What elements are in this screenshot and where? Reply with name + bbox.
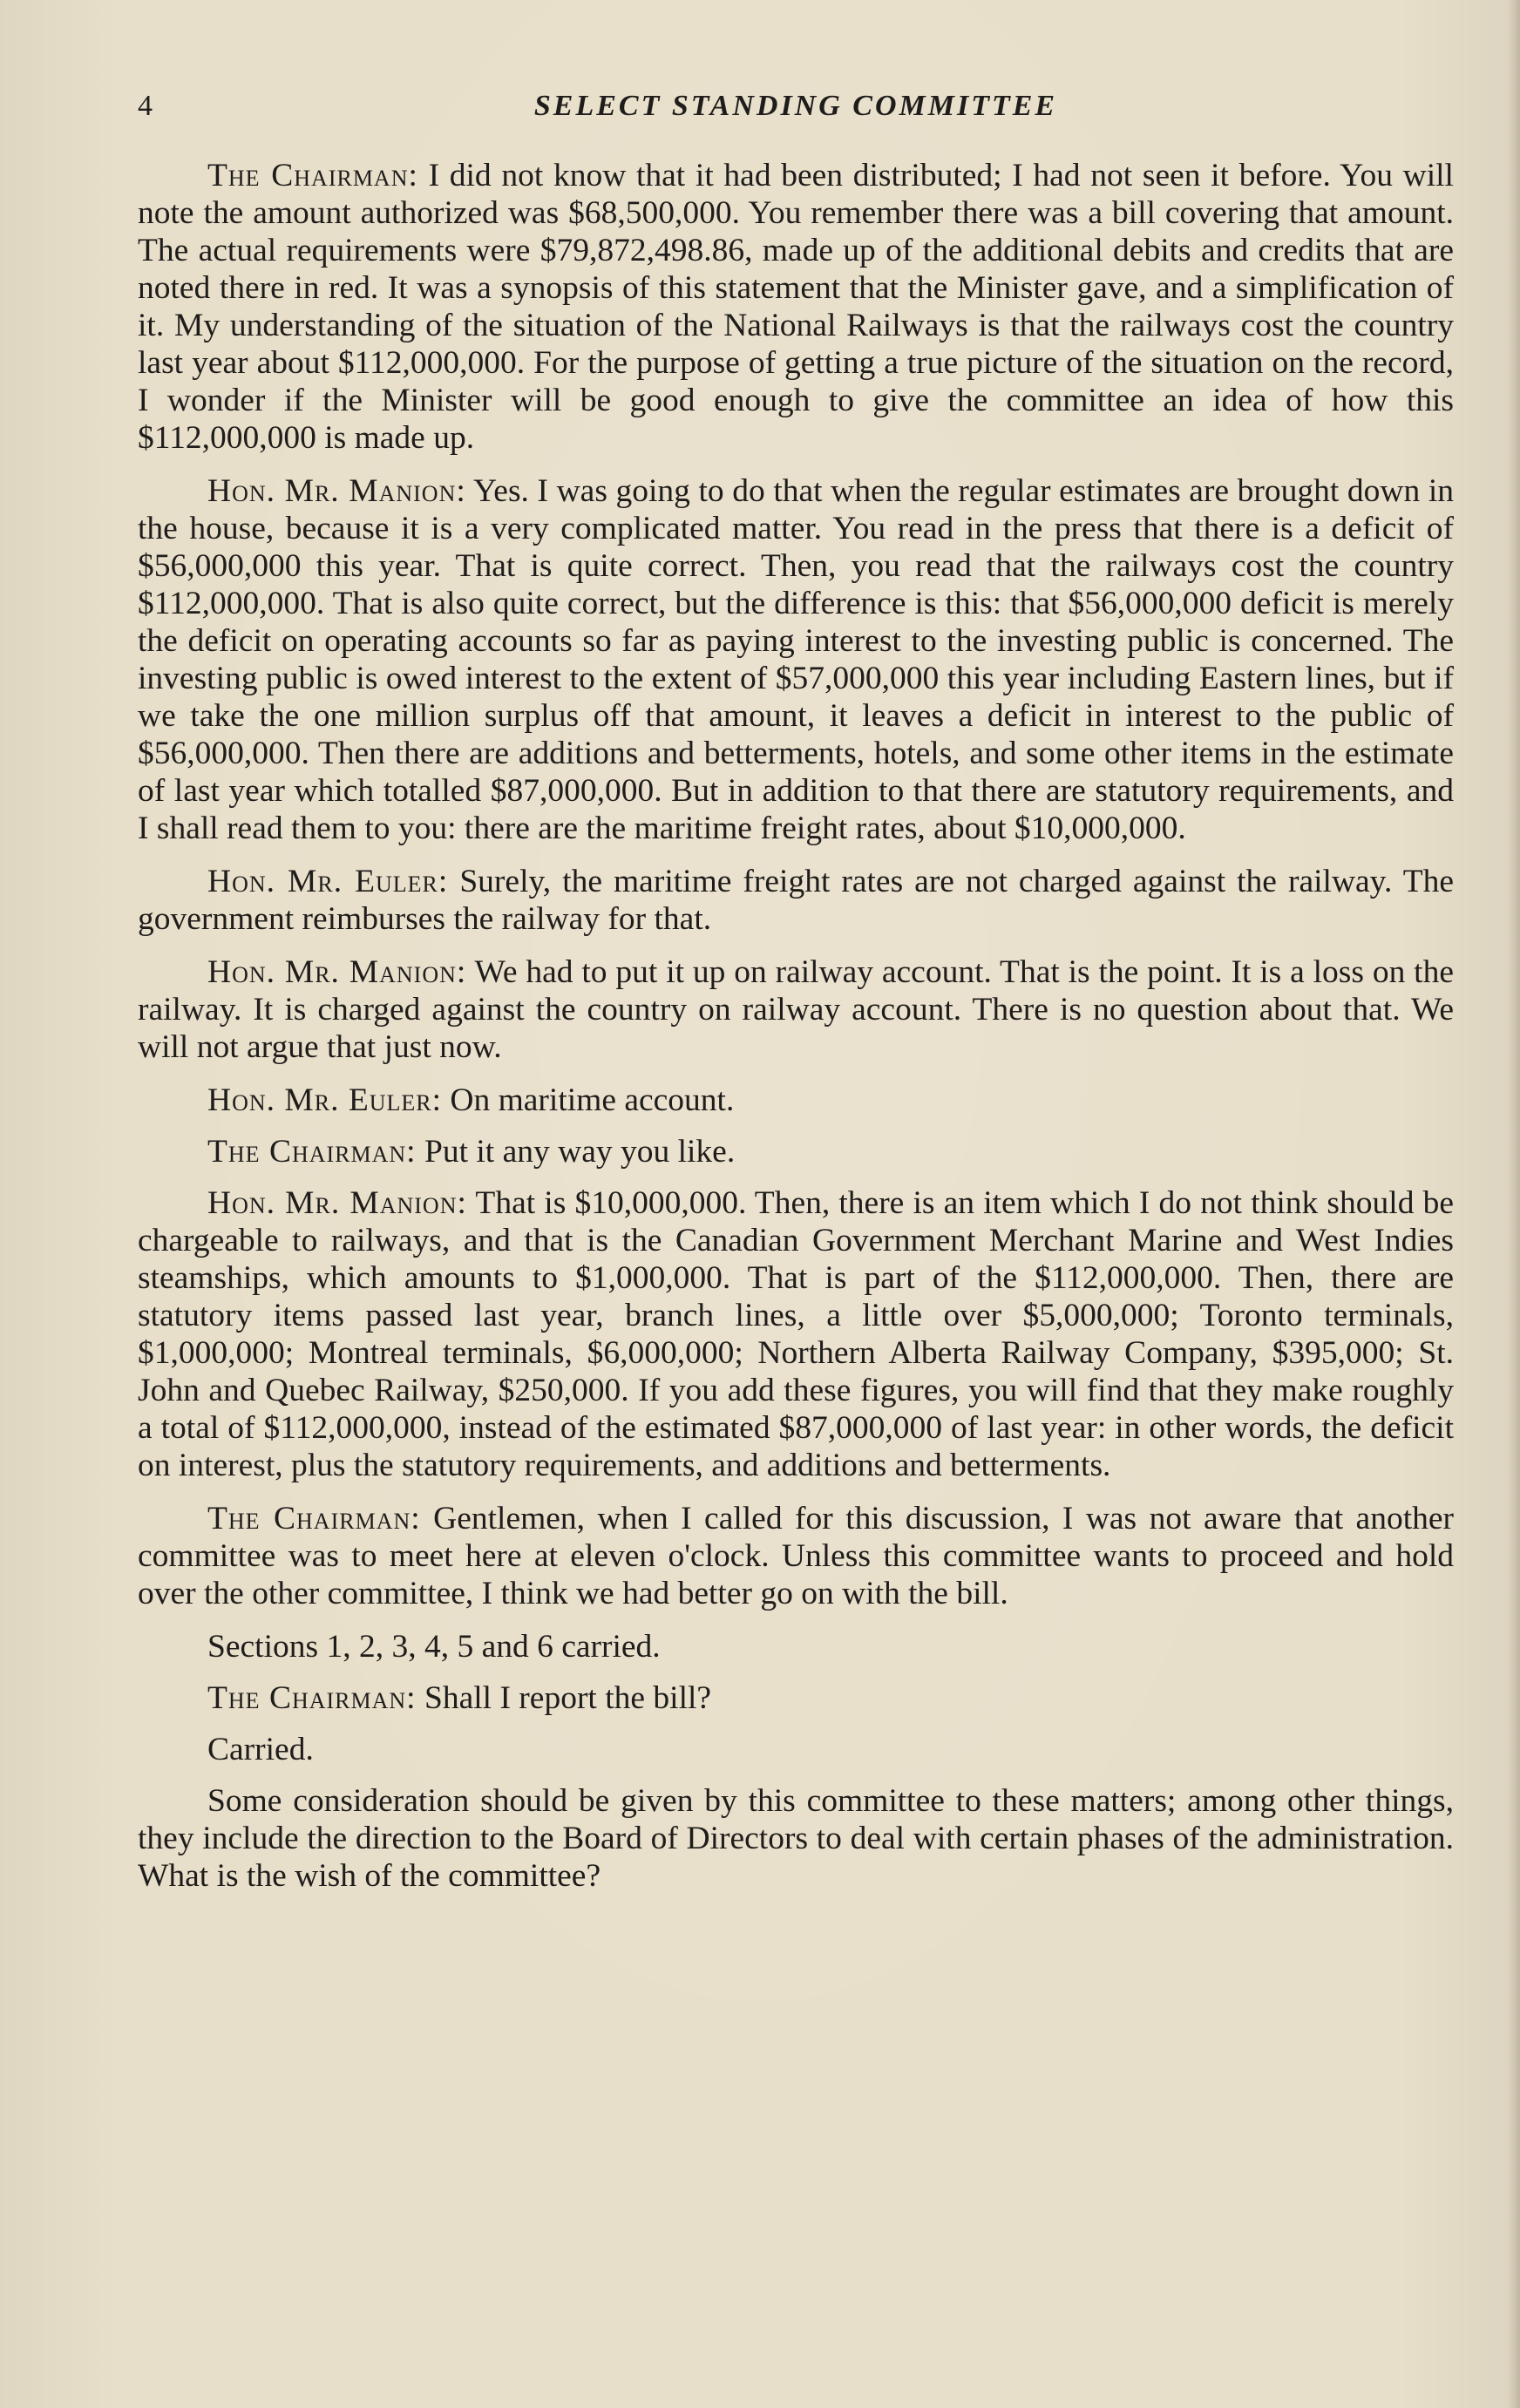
paragraph-3 xyxy=(138,863,1454,938)
speech-text: Surely, the maritime freight rates are not charged against the railway. The government reimburses the railway for that. xyxy=(138,864,1454,937)
speech-text: Shall I report the bill? xyxy=(424,1680,712,1716)
speaker-label: The Chairman: xyxy=(207,1134,417,1170)
page-number: 4 xyxy=(138,90,153,122)
speech-text: We had to put it up on railway account. That is the point. It is a loss on the railway. It is charged against the country on railway account. There is no question about that. We will not argue that just now. xyxy=(138,954,1454,1065)
paragraph-9 xyxy=(138,1628,1454,1665)
speaker-label: Hon. Mr. Euler: xyxy=(207,864,449,899)
paragraph-text: Some consideration should be given by this committee to these matters; among other things, they include the direction to the Board of Directors to deal with certain phases of the administration. What is the wish of the committee? xyxy=(138,1783,1454,1894)
speaker-label: Hon. Mr. Manion: xyxy=(207,1185,467,1221)
speech-text: Put it any way you like. xyxy=(424,1134,736,1170)
paragraph-8 xyxy=(138,1500,1454,1612)
speech-text: Yes. I was going to do that when the regular estimates are brought down in the house, because it is a very complicated matter. You read in the press that there is a deficit of $56,000,000 this year. That is quite correct. Then, you read that the railways cost the country $112,000,000. That is also quite correct, but the difference is this: that $56,000,000 deficit is merely the deficit on operating accounts so far as paying interest to the investing public is concerned. The investing public is owed interest to the extent of $57,000,000 this year including Eastern lines, but if we take the one million surplus off that amount, it leaves a deficit in interest to the public of $56,000,000. Then there are additions and betterments, hotels, and some other items in the estimate of last year which totalled $87,000,000. But in addition to that there are statutory requirements, and I shall read them to you: there are the maritime freight rates, about $10,000,000. xyxy=(138,473,1454,846)
transcript-body xyxy=(138,157,1454,1910)
paragraph-10 xyxy=(138,1679,1454,1717)
speaker-label: Hon. Mr. Manion: xyxy=(207,473,466,509)
speaker-label: The Chairman: xyxy=(207,1501,421,1536)
paragraph-5 xyxy=(138,1082,1454,1119)
paragraph-text: Sections 1, 2, 3, 4, 5 and 6 carried. xyxy=(207,1629,661,1665)
page-edge-shadow xyxy=(1508,0,1520,2408)
speaker-label: The Chairman: xyxy=(207,158,418,193)
speaker-label: The Chairman: xyxy=(207,1680,417,1716)
paragraph-4 xyxy=(138,953,1454,1066)
paragraph-2 xyxy=(138,472,1454,847)
paragraph-6 xyxy=(138,1133,1454,1170)
paragraph-12 xyxy=(138,1782,1454,1895)
paragraph-11 xyxy=(138,1731,1454,1768)
speech-text: That is $10,000,000. Then, there is an item which I do not think should be chargeable to railways, and that is the Canadian Government Merchant Marine and West Indies steamships, which amounts to $1,000,000. That is part of the $112,000,000. Then, there are statutory items passed last year, branch lines, a little over $5,000,000; Toronto terminals, $1,000,000; Montreal terminals, $6,000,000; Northern Alberta Railway Company, $395,000; St. John and Quebec Railway, $250,000. If you add these figures, you will find that they make roughly a total of $112,000,000, instead of the estimated $87,000,000 of last year: in other words, the deficit on interest, plus the statutory requirements, and additions and betterments. xyxy=(138,1185,1454,1483)
paragraph-1 xyxy=(138,157,1454,457)
speaker-label: Hon. Mr. Manion: xyxy=(207,954,467,990)
paragraph-text: Carried. xyxy=(207,1732,314,1767)
running-head: SELECT STANDING COMMITTEE xyxy=(533,90,1058,122)
speech-text: On maritime account. xyxy=(450,1082,735,1118)
speaker-label: Hon. Mr. Euler: xyxy=(207,1082,443,1118)
speech-text: I did not know that it had been distributed; I had not seen it before. You will note the amount authorized was $68,500,000. You remember there was a bill covering that amount. The actual requirements were $79,872,498.86, made up of the additional debits and credits that are noted there in red. It was a synopsis of this statement that the Minister gave, and a simplification of it. My understanding of the situation of the National Railways is that the railways cost the country last year about $112,000,000. For the purpose of getting a true picture of the situation on the record, I wonder if the Minister will be good enough to give the committee an idea of how this $112,000,000 is made up. xyxy=(138,158,1454,456)
paragraph-7 xyxy=(138,1184,1454,1484)
speech-text: Gentlemen, when I called for this discussion, I was not aware that another committee was to meet here at eleven o'clock. Unless this committee wants to proceed and hold over the other committee, I think we had better go on with the bill. xyxy=(138,1501,1455,1611)
page-header xyxy=(138,85,1454,127)
